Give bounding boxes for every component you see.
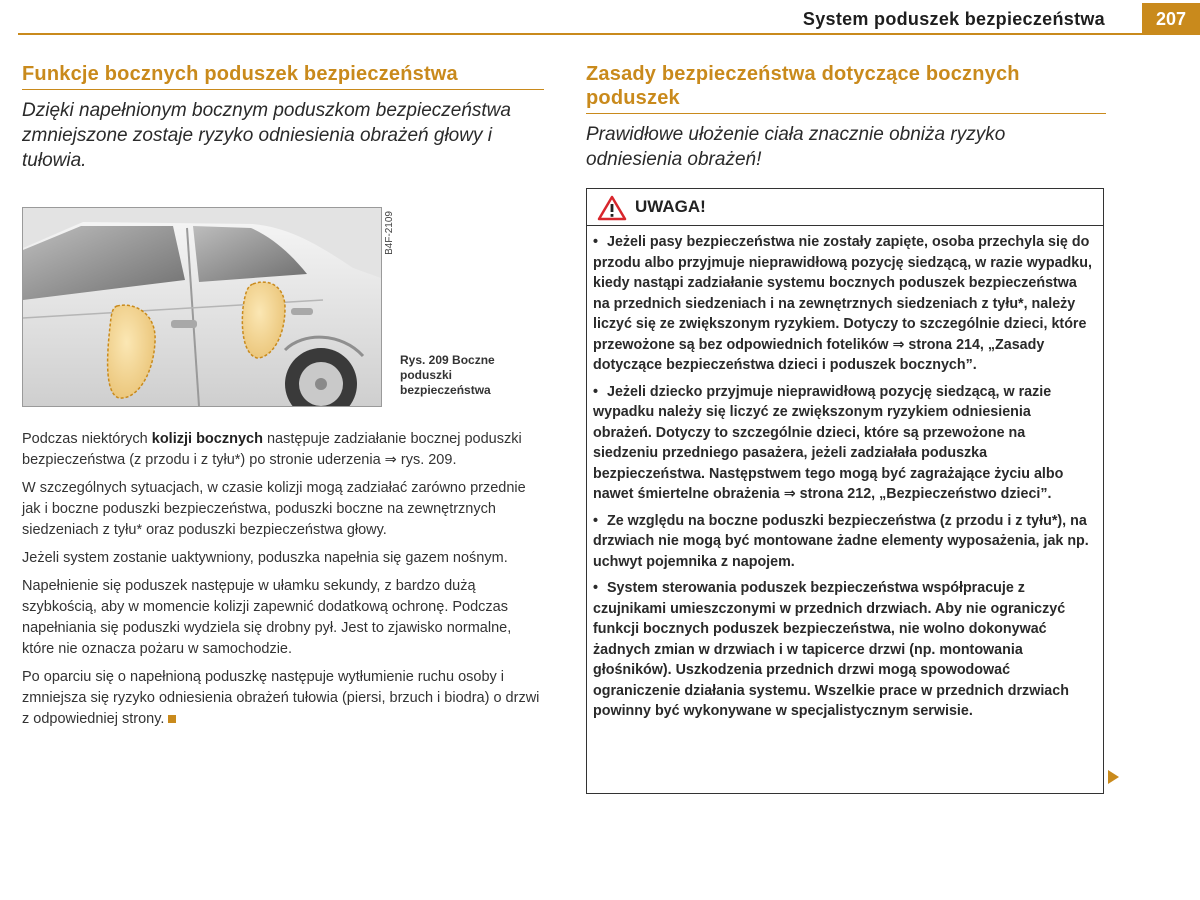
paragraph-inflation: Napełnienie się poduszek następuje w ułamku sekundy, z bardzo dużą szybkością, aby w momencie kolizji zapewnić dodatkową ochronę. Podczas napełniania się poduszki wydziela się drobny pył. Jest to zjawisko normalne, które nie oznacza pożaru w samochodzie. — [22, 578, 512, 657]
warning-title: UWAGA! — [635, 197, 706, 216]
lead-text: Prawidłowe ułożenie ciała znacznie obniża ryzyko odniesienia obrażeń! — [586, 124, 1006, 170]
paragraph-side-collisions: Podczas niektórych kolizji bocznych następuje zadziałanie bocznej poduszki bezpieczeństwa (z przodu i z tyłu*) po stronie uderzenia ⇒ rys. 209. — [22, 431, 522, 468]
heading-divider — [586, 113, 1106, 114]
car-side-airbag-illustration — [22, 207, 382, 407]
warning-item: • System sterowania poduszek bezpieczeństwa współpracuje z czujnikami umieszczonymi w przednich drzwiach. Aby nie ograniczyć funkcji bocznych poduszek bezpieczeństwa, nie wolno dokonywać żadnych zmian w drzwiach i w tapicerce drzwi (np. montowania głośników). Uszkodzenia przednich drzwi mogą spowodować ograniczenie działania systemu. Wszelkie prace w przednich drzwiach powinny być wykonywane w specjalistycznym serwisie. — [593, 580, 1069, 719]
warning-item: • Ze względu na boczne poduszki bezpieczeństwa (z przodu i z tyłu*), na drzwiach nie mogą być montowane żadne elementy wyposażenia, jak np. uchwyt pojemnika z napojem. — [593, 512, 1089, 570]
lead-text: Dzięki napełnionym bocznym poduszkom bezpieczeństwa zmniejszone zostaje ryzyko odniesienia obrażeń głowy i tułowia. — [22, 100, 511, 171]
figure-code: B4F-2109 — [384, 211, 395, 255]
paragraph-special-situations: W szczególnych sytuacjach, w czasie kolizji mogą zadziałać zarówno przednie jak i boczne poduszki bezpieczeństwa, poduszki boczne na zewnętrznych siedzeniach z tyłu* oraz poduszki bezpieczeństwa głowy. — [22, 480, 526, 538]
right-column — [586, 62, 1106, 719]
warning-item: • Jeżeli dziecko przyjmuje nieprawidłową pozycję siedzącą, w razie wypadku należy się liczyć ze zwiększonym ryzykiem odniesienia obrażeń. Dotyczy to szczególnie dzieci, które są przewożone na siedzeniu przedniego pasażera, jeżeli zadziałała poduszka bezpieczeństwa. Następstwem tego mogą być zagrażające życiu albo nawet śmiertelne obrażenia ⇒ strona 212, „Bezpieczeństwo dzieci”. — [593, 383, 1064, 502]
paragraph-cushioning: Po oparciu się o napełnioną poduszkę następuje wytłumienie ruchu osoby i zmniejsza się ryzyko odniesienia obrażeń tułowia (piersi, brzuch i biodra) o drzwi z odpowiedniej strony. — [22, 669, 540, 727]
warning-header — [587, 189, 1103, 226]
end-of-section-marker — [168, 715, 176, 723]
continue-arrow-icon — [1108, 770, 1119, 784]
header-rule — [18, 33, 1200, 35]
warning-box — [586, 188, 1104, 794]
car-illustration-svg — [23, 208, 381, 406]
section-heading-safety-rules: Zasady bezpieczeństwa dotyczące bocznych poduszek — [586, 63, 1020, 109]
section-heading-functions: Funkcje bocznych poduszek bezpieczeństwa — [22, 63, 458, 85]
warning-triangle-icon — [597, 195, 627, 226]
heading-divider — [22, 89, 544, 90]
page-number: 207 — [1142, 3, 1200, 35]
warning-list — [587, 226, 1103, 722]
figure-side-airbags — [22, 207, 544, 407]
paragraph-activation: Jeżeli system zostanie uaktywniony, poduszka napełnia się gazem nośnym. — [22, 550, 508, 566]
warning-item: • Jeżeli pasy bezpieczeństwa nie zostały zapięte, osoba przechyla się do przodu albo przyjmuje nieprawidłową pozycję siedzącą, w razie wypadku, kiedy nastąpi zadziałanie systemu bocznych poduszek bezpieczeństwa na przednich siedzeniach i na zewnętrznych siedzeniach z tyłu*, należy liczyć się ze zwiększonym ryzykiem. Dotyczy to szczególnie dzieci, które przewożone są bez odpowiednich fotelików ⇒ strona 214, „Zasady dotyczące bezpieczeństwa dzieci i poduszek bocznych”. — [593, 234, 1092, 373]
figure-caption: Rys. 209 Boczne poduszki bezpieczeństwa — [400, 353, 495, 397]
running-title: System poduszek bezpieczeństwa — [802, 9, 1105, 29]
left-column — [22, 62, 544, 737]
